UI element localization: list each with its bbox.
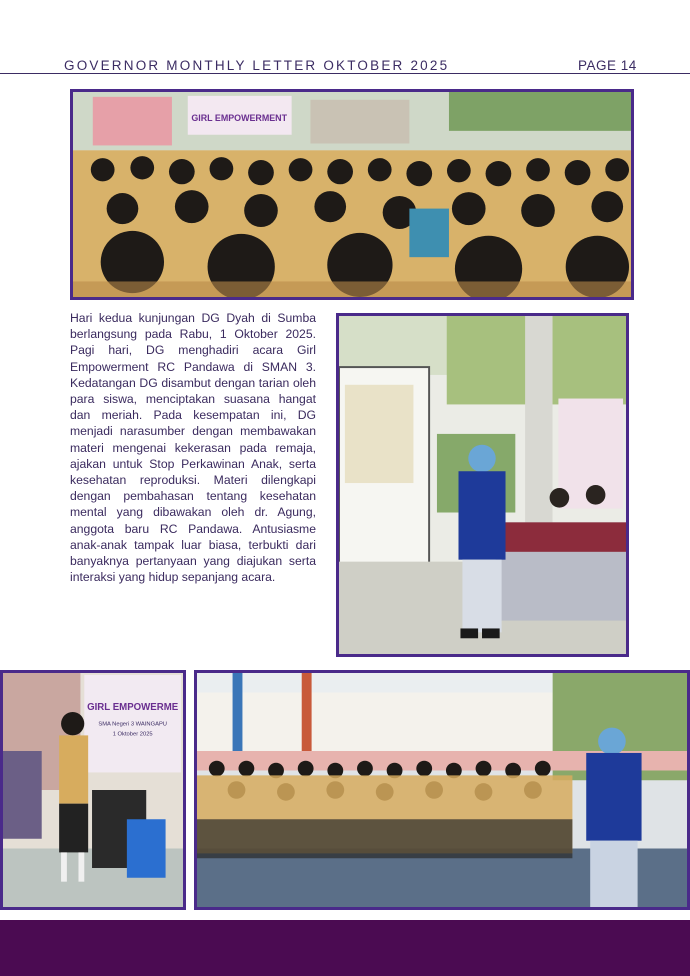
photo-student-speaking (0, 670, 186, 910)
header-divider (0, 73, 690, 74)
banner-text-top: GIRL EMPOWERMENT (191, 113, 288, 124)
photo-speaker (336, 313, 629, 657)
newsletter-title: GOVERNOR MONTHLY LETTER OKTOBER 2025 (64, 58, 450, 73)
page-number: PAGE 14 (578, 58, 637, 73)
article-body: Hari kedua kunjungan DG Dyah di Sumba berlangsung pada Rabu, 1 Oktober 2025. Pagi hari, DG menghadiri acara Girl Empowerment RC Pandawa di SMAN 3. Kedatangan DG disambut dengan tarian oleh para siswa, menciptakan suasana hangat dan meriah. Pada kesempatan ini, DG menjadi narasumber dengan membawakan materi mengenai kekerasan pada remaja, ajakan untuk Stop Perkawinan Anak, serta kesehatan reproduksi. Materi dilengkapi dengan pembahasan tentang kesehatan mental yang dibawakan oleh dr. Agung, anggota baru RC Pandawa. Antusiasme anak-anak tampak luar biasa, terbukti dari banyaknya pertanyaan yang diajukan serta interaksi yang hidup sepanjang acara. (70, 311, 316, 585)
photo-audience-hall (70, 89, 634, 300)
banner-text-bottom: GIRL EMPOWERME (87, 702, 179, 714)
photo-students-seated (194, 670, 690, 910)
footer-band (0, 920, 690, 976)
banner-school: SMA Negeri 3 WAINGAPU (98, 721, 168, 728)
banner-date: 1 Oktober 2025 (112, 731, 153, 738)
